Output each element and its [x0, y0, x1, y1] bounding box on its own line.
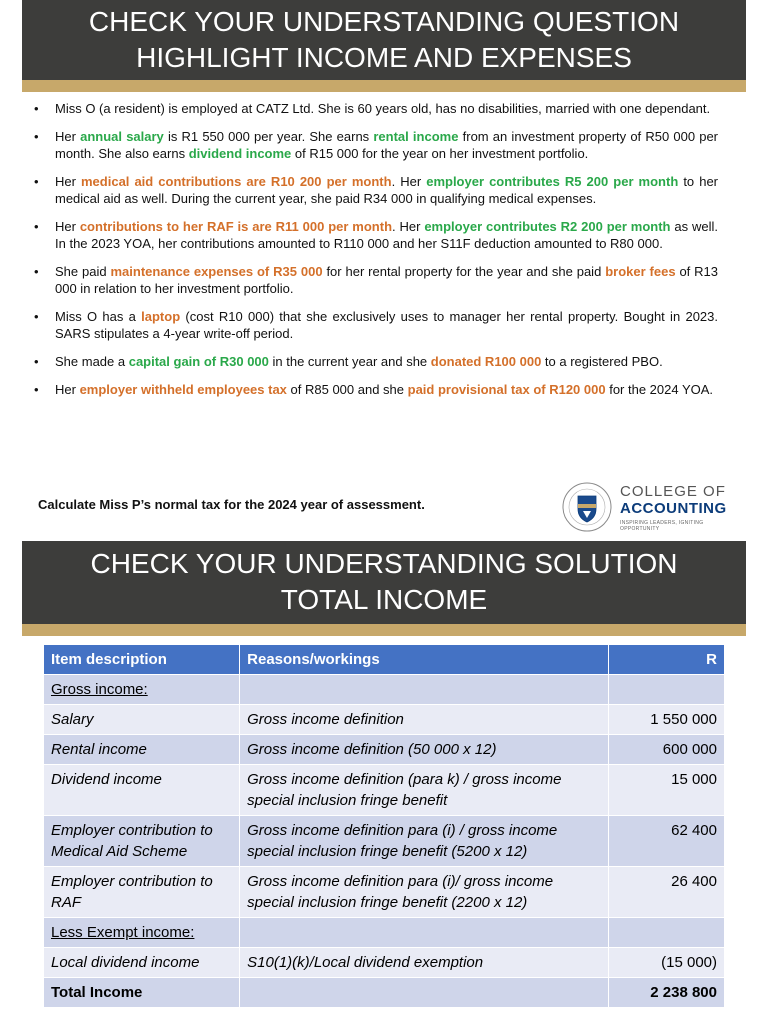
bullet-text: as well. In the 2023 YOA, her contributions amounted to R110 000 and her S11F deduction amounted to R80 000. [55, 219, 718, 251]
table-row [44, 867, 725, 918]
item-cell: Dividend income [44, 765, 240, 816]
reason-cell: Gross income definition [240, 705, 609, 735]
solution-slide-title [22, 541, 746, 624]
item-cell: Employer contribution to Medical Aid Scheme [44, 816, 240, 867]
university-crest-icon [562, 482, 612, 532]
highlighted-term: medical aid contributions are R10 200 per month [81, 174, 392, 189]
bullet-text: Miss O (a resident) is employed at CATZ Ltd. She is 60 years old, has no disabilities, married with one dependant. [55, 101, 711, 116]
table-row [44, 816, 725, 867]
bullet-text: of R85 000 and she [286, 382, 408, 397]
solution-title-line1: CHECK YOUR UNDERSTANDING SOLUTION [90, 548, 678, 579]
highlighted-term: paid provisional tax of R120 000 [407, 382, 606, 397]
logo-line1: COLLEGE OF [620, 483, 726, 500]
bullet-text: Her [55, 382, 80, 397]
table-row [44, 918, 725, 948]
bullet-text: from an investment property of R50 000 per month. She also earns [55, 129, 719, 161]
highlighted-term: contributions to her RAF is are R11 000 per month [79, 219, 393, 234]
bullet-text: to her medical aid as well. During the current year, she paid R34 000 in qualifying medical expenses. [55, 174, 718, 206]
item-cell: Rental income [44, 735, 240, 765]
solution-title-line2: TOTAL INCOME [280, 584, 488, 615]
total-income-table [43, 644, 725, 1008]
reason-cell: Gross income definition para (i)/ gross income special inclusion fringe benefit (2200 x 12) [240, 867, 609, 918]
list-item [30, 381, 718, 398]
amount-cell [609, 675, 725, 705]
bullet-dot: • [34, 354, 39, 369]
question-bullet-list [30, 100, 718, 409]
bullet-text: in the current year and she [268, 354, 431, 369]
item-cell: Gross income: [44, 675, 240, 705]
table-row [44, 675, 725, 705]
college-of-accounting-logo [562, 480, 738, 532]
list-item [30, 100, 718, 117]
list-item [30, 218, 718, 252]
calculate-instruction: Calculate Miss P’s normal tax for the 2024 year of assessment. [38, 497, 425, 512]
bullet-dot: • [34, 174, 39, 189]
bullet-text: of R13 000 in relation to her investment portfolio. [55, 264, 719, 296]
highlighted-term: rental income [373, 129, 459, 144]
amount-cell: 2 238 800 [609, 978, 725, 1008]
item-cell: Local dividend income [44, 948, 240, 978]
bullet-dot: • [34, 219, 39, 234]
bullet-dot: • [34, 309, 39, 324]
item-cell: Employer contribution to RAF [44, 867, 240, 918]
amount-cell: 600 000 [609, 735, 725, 765]
bullet-text: Her [55, 174, 81, 189]
header-reasons: Reasons/workings [240, 645, 609, 675]
solution-slide [0, 541, 768, 1024]
reason-cell: Gross income definition para (i) / gross income special inclusion fringe benefit (5200 x 12) [240, 816, 609, 867]
highlighted-term: donated R100 000 [430, 354, 542, 369]
bullet-text: . Her [391, 174, 427, 189]
bullet-dot: • [34, 382, 39, 397]
bullet-text: is R1 550 000 per year. She earns [163, 129, 374, 144]
bullet-text: Her [55, 129, 81, 144]
question-title-line2: HIGHLIGHT INCOME AND EXPENSES [136, 42, 632, 73]
bullet-text: . Her [392, 219, 425, 234]
bullet-text: for her rental property for the year and she paid [322, 264, 606, 279]
highlighted-term: employer contributes R5 200 per month [426, 174, 679, 189]
solution-accent-bar [22, 624, 746, 636]
item-cell: Salary [44, 705, 240, 735]
logo-line2: ACCOUNTING [620, 500, 727, 517]
header-amount: R [609, 645, 725, 675]
table-row [44, 765, 725, 816]
item-cell: Total Income [44, 978, 240, 1008]
amount-cell: 1 550 000 [609, 705, 725, 735]
question-title-line1: CHECK YOUR UNDERSTANDING QUESTION [88, 6, 680, 37]
bullet-text: Miss O has a [55, 309, 142, 324]
reason-cell [240, 978, 609, 1008]
table-row [44, 948, 725, 978]
question-slide-title [22, 0, 746, 80]
reason-cell: S10(1)(k)/Local dividend exemption [240, 948, 609, 978]
bullet-dot: • [34, 101, 39, 116]
bullet-text: She made a [55, 354, 129, 369]
highlighted-term: maintenance expenses of R35 000 [110, 264, 323, 279]
amount-cell: 15 000 [609, 765, 725, 816]
bullet-text: Her [55, 219, 80, 234]
bullet-dot: • [34, 129, 39, 144]
highlighted-term: employer contributes R2 200 per month [424, 219, 671, 234]
highlighted-term: annual salary [80, 129, 164, 144]
amount-cell: (15 000) [609, 948, 725, 978]
highlighted-term: capital gain of R30 000 [128, 354, 269, 369]
list-item [30, 353, 718, 370]
bullet-text: to a registered PBO. [541, 354, 663, 369]
table-row [44, 705, 725, 735]
reason-cell [240, 675, 609, 705]
reason-cell: Gross income definition (50 000 x 12) [240, 735, 609, 765]
bullet-text: for the 2024 YOA. [605, 382, 714, 397]
table-row [44, 735, 725, 765]
highlighted-term: dividend income [188, 146, 292, 161]
list-item [30, 263, 718, 297]
reason-cell: Gross income definition (para k) / gross income special inclusion fringe benefit [240, 765, 609, 816]
title-accent-bar [22, 80, 746, 92]
highlighted-term: laptop [141, 309, 181, 324]
reason-cell [240, 918, 609, 948]
list-item [30, 308, 718, 342]
item-cell: Less Exempt income: [44, 918, 240, 948]
logo-tagline: INSPIRING LEADERS, IGNITING OPPORTUNITY [620, 520, 704, 532]
bullet-text: She paid [55, 264, 111, 279]
table-header-row [44, 645, 725, 675]
amount-cell: 26 400 [609, 867, 725, 918]
amount-cell: 62 400 [609, 816, 725, 867]
highlighted-term: employer withheld employees tax [79, 382, 287, 397]
list-item [30, 173, 718, 207]
table-row [44, 978, 725, 1008]
bullet-text: of R15 000 for the year on her investment portfolio. [291, 146, 589, 161]
bullet-dot: • [34, 264, 39, 279]
list-item [30, 128, 718, 162]
bullet-text: (cost R10 000) that she exclusively uses to manager her rental property. Bought in 2023. SARS stipulates a 4-year write-off period. [55, 309, 718, 341]
table-body [44, 675, 725, 1008]
amount-cell [609, 918, 725, 948]
header-item-description: Item description [44, 645, 240, 675]
highlighted-term: broker fees [605, 264, 676, 279]
